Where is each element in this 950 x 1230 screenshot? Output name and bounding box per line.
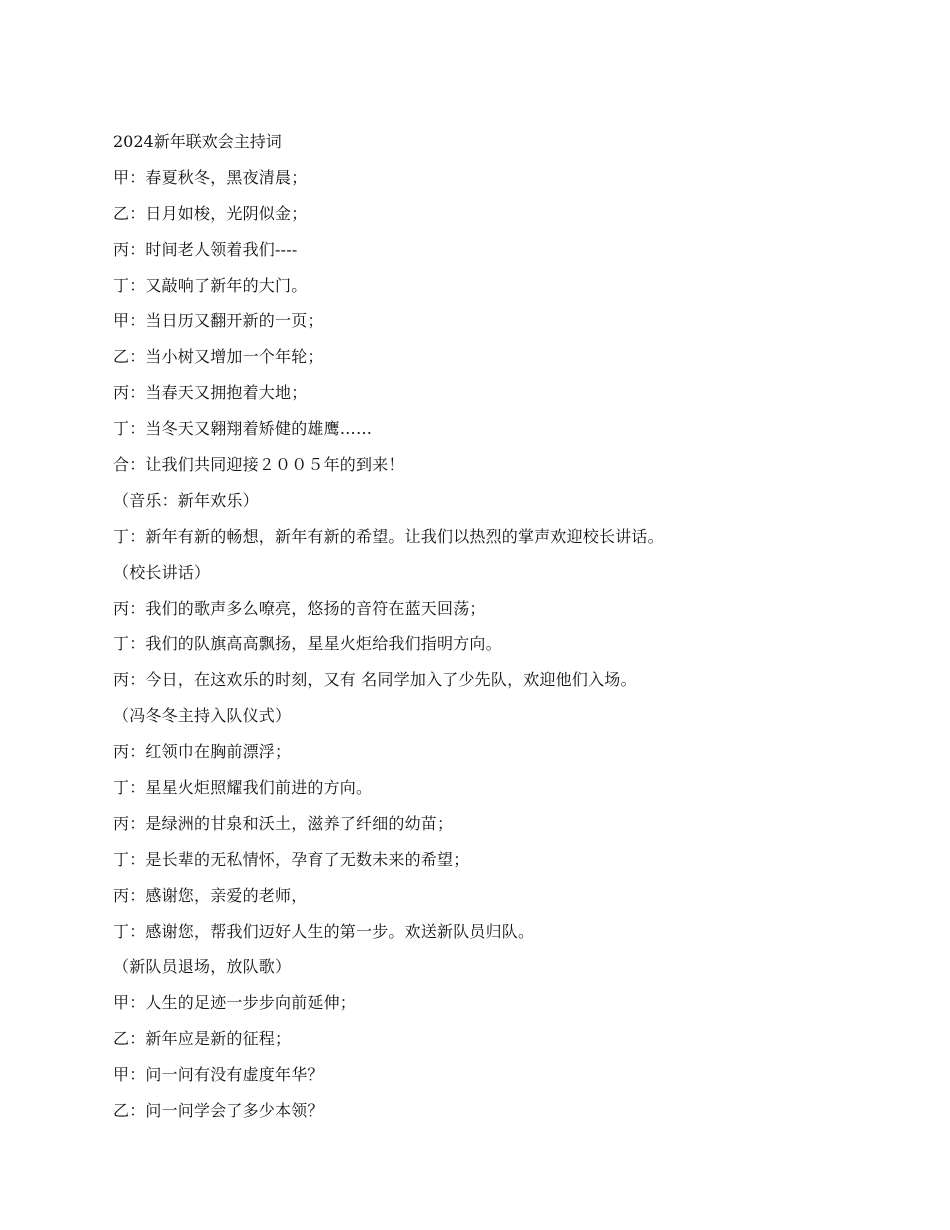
script-line: 丙：我们的歌声多么嘹亮，悠扬的音符在蓝天回荡； xyxy=(113,598,486,618)
document-body xyxy=(113,124,893,1129)
script-line: 乙：新年应是新的征程； xyxy=(113,1029,292,1049)
script-line: 乙：问一问学会了多少本领？ xyxy=(113,1101,324,1121)
script-line: 甲：当日历又翻开新的一页； xyxy=(113,311,324,331)
script-line: 丙：是绿洲的甘泉和沃土，滋养了纤细的幼苗； xyxy=(113,813,454,833)
script-line: 丁：星星火炬照耀我们前进的方向。 xyxy=(113,778,373,798)
script-line: 丙：感谢您，亲爱的老师， xyxy=(113,885,308,905)
script-line: 丙：时间老人领着我们---- xyxy=(113,239,298,259)
script-line: 甲：人生的足迹一步步向前延伸； xyxy=(113,993,357,1013)
script-line: 合：让我们共同迎接２００５年的到来！ xyxy=(113,455,405,475)
script-line: 丙：当春天又拥抱着大地； xyxy=(113,383,308,403)
stage-direction: （校长讲话） xyxy=(113,562,211,582)
script-line: 丁：新年有新的畅想，新年有新的希望。让我们以热烈的掌声欢迎校长讲话。 xyxy=(113,526,664,546)
script-line: 丁：感谢您，帮我们迈好人生的第一步。欢送新队员归队。 xyxy=(113,921,535,941)
stage-direction: （冯冬冬主持入队仪式） xyxy=(113,706,292,726)
script-line: 乙：日月如梭，光阴似金； xyxy=(113,203,308,223)
script-line: 丁：我们的队旗高高飘扬，星星火炬给我们指明方向。 xyxy=(113,634,502,654)
script-line: 丁：又敲响了新年的大门。 xyxy=(113,275,308,295)
script-line: 甲：问一问有没有虚度年华？ xyxy=(113,1065,324,1085)
script-line: 丁：是长辈的无私情怀，孕育了无数未来的希望； xyxy=(113,849,470,869)
script-line: 丁：当冬天又翱翔着矫健的雄鹰…… xyxy=(113,419,373,439)
stage-direction: （新队员退场，放队歌） xyxy=(113,957,292,977)
script-line: 甲：春夏秋冬，黑夜清晨； xyxy=(113,167,308,187)
document-title: 2024新年联欢会主持词 xyxy=(113,132,282,151)
script-line: 乙：当小树又增加一个年轮； xyxy=(113,347,324,367)
script-line: 丙：今日，在这欢乐的时刻，又有 名同学加入了少先队，欢迎他们入场。 xyxy=(113,670,637,690)
script-line: 丙：红领巾在胸前漂浮； xyxy=(113,742,292,762)
stage-direction: （音乐：新年欢乐） xyxy=(113,490,259,510)
